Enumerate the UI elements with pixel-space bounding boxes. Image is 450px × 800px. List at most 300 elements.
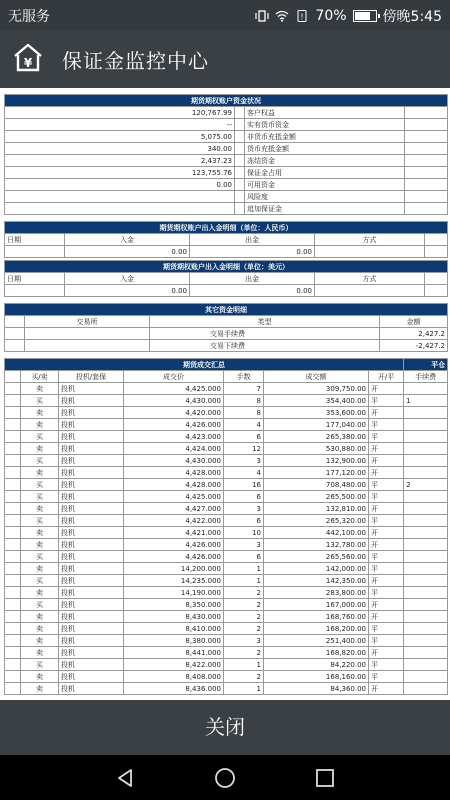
trade-side: 卖: [21, 443, 59, 455]
account-value: 0.00: [5, 179, 235, 191]
rmb-in: 0.00: [65, 246, 190, 258]
trade-open-close: 平: [369, 515, 404, 527]
trade-fee: [404, 683, 448, 695]
trade-row: [5, 467, 448, 479]
trade-open-close: 平: [369, 395, 404, 407]
trade-hedge: 投机: [59, 443, 124, 455]
trade-side: 卖: [21, 611, 59, 623]
trade-fee: [404, 575, 448, 587]
account-row: [5, 167, 448, 179]
trade-open-close: 开: [369, 647, 404, 659]
trade-hedge: 投机: [59, 659, 124, 671]
trade-amount: 265,320.00: [264, 515, 369, 527]
trade-price: 8,430.000: [124, 611, 224, 623]
trade-row: [5, 443, 448, 455]
account-label: 冻结资金: [245, 155, 405, 167]
account-row: [5, 155, 448, 167]
trade-hedge: 投机: [59, 455, 124, 467]
trade-price: 8,441.000: [124, 647, 224, 659]
trade-price: 4,425.000: [124, 383, 224, 395]
usd-col-in: 入金: [65, 273, 190, 285]
trade-col-side: 买/卖: [21, 371, 59, 383]
home-circle-icon[interactable]: [212, 765, 238, 791]
report-viewport[interactable]: [0, 88, 450, 700]
rmb-col-out: 出金: [190, 234, 315, 246]
trade-side: 买: [21, 551, 59, 563]
trade-open-close: 平: [369, 551, 404, 563]
account-label: 追加保证金: [245, 203, 405, 215]
account-value: 340.00: [5, 143, 235, 155]
account-label: 实有货币资金: [245, 119, 405, 131]
trade-price: 4,420.000: [124, 407, 224, 419]
trade-open-close: 平: [369, 419, 404, 431]
trade-fee: [404, 407, 448, 419]
account-row: [5, 191, 448, 203]
battery-fill: [355, 12, 370, 20]
trade-open-close: 开: [369, 611, 404, 623]
trade-lots: 3: [224, 503, 264, 515]
trade-amount: 442,100.00: [264, 527, 369, 539]
trade-row: [5, 575, 448, 587]
trade-price: 14,190.000: [124, 587, 224, 599]
trade-lots: 1: [224, 575, 264, 587]
alert-sim-icon: [295, 10, 309, 22]
trade-lots: 7: [224, 383, 264, 395]
vibrate-icon: [255, 10, 269, 22]
trade-fee: [404, 419, 448, 431]
trade-lots: 1: [224, 563, 264, 575]
trade-price: 4,428.000: [124, 467, 224, 479]
other-funds-title: 其它资金明细: [5, 304, 448, 316]
trade-price: 8,380.000: [124, 635, 224, 647]
account-label: 可用资金: [245, 179, 405, 191]
trade-side: 卖: [21, 623, 59, 635]
trade-lots: 4: [224, 419, 264, 431]
trade-lots: 2: [224, 671, 264, 683]
rmb-col-in: 入金: [65, 234, 190, 246]
trade-row: [5, 647, 448, 659]
trade-amount: 708,480.00: [264, 479, 369, 491]
account-label: 客户权益: [245, 107, 405, 119]
trade-hedge: 投机: [59, 431, 124, 443]
trade-hedge: 投机: [59, 467, 124, 479]
trade-hedge: 投机: [59, 527, 124, 539]
wifi-icon: [275, 10, 289, 22]
trade-row: [5, 491, 448, 503]
account-label: 非货币充抵金额: [245, 131, 405, 143]
account-row: [5, 107, 448, 119]
trade-open-close: 平: [369, 659, 404, 671]
trade-side: 卖: [21, 503, 59, 515]
other-amount: -2,427.2: [380, 340, 448, 352]
trade-lots: 10: [224, 527, 264, 539]
trade-lots: 6: [224, 431, 264, 443]
trade-amount: 309,750.00: [264, 383, 369, 395]
trade-lots: 2: [224, 599, 264, 611]
trade-fee: [404, 647, 448, 659]
trade-hedge: 投机: [59, 587, 124, 599]
trade-hedge: 投机: [59, 539, 124, 551]
trade-col-open-close: 开/平: [369, 371, 404, 383]
status-icons: [255, 6, 442, 26]
account-value: 120,767.99: [5, 107, 235, 119]
trade-amount: 84,360.00: [264, 683, 369, 695]
trade-price: 4,430.000: [124, 395, 224, 407]
account-value: --: [5, 119, 235, 131]
app-header: [0, 30, 450, 88]
usd-method: [315, 285, 425, 297]
trade-amount: 168,160.00: [264, 671, 369, 683]
trade-side: 卖: [21, 587, 59, 599]
trade-side: 卖: [21, 419, 59, 431]
system-nav-bar: [0, 755, 450, 800]
trade-fee: [404, 503, 448, 515]
account-value: 5,075.00: [5, 131, 235, 143]
trade-side: 卖: [21, 407, 59, 419]
trade-lots: 2: [224, 623, 264, 635]
trade-price: 4,423.000: [124, 431, 224, 443]
trade-row: [5, 527, 448, 539]
trade-price: 4,422.000: [124, 515, 224, 527]
trade-hedge: 投机: [59, 635, 124, 647]
trade-fee: [404, 611, 448, 623]
usd-col-out: 出金: [190, 273, 315, 285]
trade-lots: 12: [224, 443, 264, 455]
trade-open-close: 开: [369, 539, 404, 551]
trade-row: [5, 539, 448, 551]
trade-side: 买: [21, 479, 59, 491]
account-row: [5, 179, 448, 191]
other-funds-table: [4, 303, 448, 352]
usd-col-date: 日期: [5, 273, 65, 285]
trade-open-close: 平: [369, 479, 404, 491]
status-bar: [0, 0, 450, 30]
trade-fee: [404, 563, 448, 575]
trade-lots: 1: [224, 683, 264, 695]
trade-fee: [404, 599, 448, 611]
trade-hedge: 投机: [59, 383, 124, 395]
trade-amount: 167,000.00: [264, 599, 369, 611]
usd-out: 0.00: [190, 285, 315, 297]
trade-side: 卖: [21, 383, 59, 395]
trade-side: 买: [21, 659, 59, 671]
svg-text:¥: ¥: [23, 56, 33, 70]
trade-lots: 8: [224, 407, 264, 419]
trades-title: 期货成交汇总: [5, 359, 404, 371]
account-label: 货币充抵金额: [245, 143, 405, 155]
trade-price: 4,426.000: [124, 539, 224, 551]
trade-fee: [404, 635, 448, 647]
trade-open-close: 开: [369, 527, 404, 539]
trade-open-close: 平: [369, 563, 404, 575]
trade-amount: 177,040.00: [264, 419, 369, 431]
svg-text:!: !: [300, 12, 305, 22]
trade-amount: 354,400.00: [264, 395, 369, 407]
trade-hedge: 投机: [59, 611, 124, 623]
trade-lots: 3: [224, 539, 264, 551]
trade-amount: 265,380.00: [264, 431, 369, 443]
trade-side: 卖: [21, 683, 59, 695]
trade-open-close: 开: [369, 443, 404, 455]
trade-price: 8,422.000: [124, 659, 224, 671]
trade-price: 8,408.000: [124, 671, 224, 683]
trade-row: [5, 635, 448, 647]
trade-open-close: 开: [369, 467, 404, 479]
trade-side: 卖: [21, 647, 59, 659]
trade-price: 4,421.000: [124, 527, 224, 539]
account-value: [5, 191, 235, 203]
trades-title-right: 平仓: [404, 359, 448, 371]
trade-hedge: 投机: [59, 407, 124, 419]
trade-lots: 6: [224, 551, 264, 563]
trade-amount: 353,600.00: [264, 407, 369, 419]
account-label: 保证金占用: [245, 167, 405, 179]
rmb-flow-table: [4, 221, 448, 258]
other-type: 交易下续费: [150, 340, 380, 352]
trade-price: 4,426.000: [124, 551, 224, 563]
trade-hedge: 投机: [59, 623, 124, 635]
trade-side: 卖: [21, 563, 59, 575]
trade-fee: [404, 443, 448, 455]
trade-hedge: 投机: [59, 671, 124, 683]
trade-open-close: 开: [369, 503, 404, 515]
trade-price: 8,350.000: [124, 599, 224, 611]
trade-open-close: 平: [369, 635, 404, 647]
trade-lots: 6: [224, 491, 264, 503]
trade-hedge: 投机: [59, 503, 124, 515]
trade-side: 买: [21, 491, 59, 503]
other-col-exchange: 交易所: [25, 316, 150, 328]
usd-flow-table: [4, 260, 448, 297]
trade-row: [5, 455, 448, 467]
trade-amount: 283,800.00: [264, 587, 369, 599]
trade-open-close: 平: [369, 587, 404, 599]
trade-amount: 265,500.00: [264, 491, 369, 503]
report-document: [0, 88, 450, 695]
account-status-table: [4, 94, 448, 215]
trade-col-fee: 手续费: [404, 371, 448, 383]
account-value: [5, 203, 235, 215]
usd-date: [5, 285, 65, 297]
trade-amount: 265,560.00: [264, 551, 369, 563]
trade-amount: 530,880.00: [264, 443, 369, 455]
trade-row: [5, 683, 448, 695]
trades-table: [4, 358, 448, 695]
trade-amount: 177,120.00: [264, 467, 369, 479]
trade-fee: [404, 623, 448, 635]
trade-fee: [404, 587, 448, 599]
trade-fee: [404, 491, 448, 503]
trade-row: [5, 671, 448, 683]
trade-side: 买: [21, 395, 59, 407]
trade-lots: 2: [224, 587, 264, 599]
trade-col-lots: 手数: [224, 371, 264, 383]
trade-open-close: 开: [369, 683, 404, 695]
usd-flow-title: 期货期权账户出入金明细（单位：美元）: [5, 261, 448, 273]
other-exchange: [25, 328, 150, 340]
trade-hedge: 投机: [59, 395, 124, 407]
trade-row: [5, 503, 448, 515]
trade-fee: 1: [404, 395, 448, 407]
other-type: 交易手续费: [150, 328, 380, 340]
trade-fee: [404, 659, 448, 671]
trade-open-close: 开: [369, 575, 404, 587]
trade-amount: 168,200.00: [264, 623, 369, 635]
trade-side: 买: [21, 515, 59, 527]
trade-open-close: 开: [369, 383, 404, 395]
trade-hedge: 投机: [59, 491, 124, 503]
account-value: 2,437.23: [5, 155, 235, 167]
trade-hedge: 投机: [59, 515, 124, 527]
trade-amount: 142,350.00: [264, 575, 369, 587]
trade-col-amount: 成交额: [264, 371, 369, 383]
rmb-method: [315, 246, 425, 258]
clock: 傍晚5:45: [382, 9, 442, 25]
trade-amount: 132,810.00: [264, 503, 369, 515]
trade-row: [5, 659, 448, 671]
trade-open-close: 开: [369, 455, 404, 467]
account-label: 风险度: [245, 191, 405, 203]
trade-open-close: 平: [369, 623, 404, 635]
trade-price: 14,235.000: [124, 575, 224, 587]
trade-side: 买: [21, 599, 59, 611]
trade-fee: 2: [404, 479, 448, 491]
bank-building-icon: [12, 42, 44, 74]
trade-fee: [404, 539, 448, 551]
trade-lots: 3: [224, 635, 264, 647]
trade-amount: 142,000.00: [264, 563, 369, 575]
trade-row: [5, 419, 448, 431]
trade-open-close: 平: [369, 671, 404, 683]
trade-amount: 84,220.00: [264, 659, 369, 671]
trade-hedge: 投机: [59, 479, 124, 491]
trade-row: [5, 599, 448, 611]
trade-side: 买: [21, 431, 59, 443]
trade-fee: [404, 467, 448, 479]
trade-lots: 3: [224, 455, 264, 467]
trade-price: 4,428.000: [124, 479, 224, 491]
trade-side: 卖: [21, 527, 59, 539]
rmb-out: 0.00: [190, 246, 315, 258]
account-row: [5, 119, 448, 131]
trade-open-close: 平: [369, 491, 404, 503]
carrier-text: 无服务: [8, 9, 50, 25]
trade-row: [5, 587, 448, 599]
trade-price: 14,200.000: [124, 563, 224, 575]
trade-price: 4,430.000: [124, 455, 224, 467]
account-status-title: 期货期权账户资金状况: [5, 95, 448, 107]
trade-price: 4,427.000: [124, 503, 224, 515]
trade-lots: 2: [224, 647, 264, 659]
trade-amount: 251,400.00: [264, 635, 369, 647]
trade-hedge: 投机: [59, 683, 124, 695]
trade-fee: [404, 383, 448, 395]
usd-col-method: 方式: [315, 273, 425, 285]
footer-bar: [0, 700, 450, 755]
trade-side: 卖: [21, 671, 59, 683]
trade-amount: 132,780.00: [264, 539, 369, 551]
trade-row: [5, 431, 448, 443]
trade-fee: [404, 527, 448, 539]
trade-lots: 16: [224, 479, 264, 491]
other-amount: 2,427.2: [380, 328, 448, 340]
other-exchange: [25, 340, 150, 352]
trade-price: 4,426.000: [124, 419, 224, 431]
recent-square-icon[interactable]: [312, 765, 338, 791]
trade-side: 卖: [21, 635, 59, 647]
trade-hedge: 投机: [59, 563, 124, 575]
trade-hedge: 投机: [59, 599, 124, 611]
page-title: 保证金监控中心: [62, 49, 209, 73]
battery-icon: [353, 10, 377, 22]
trade-row: [5, 623, 448, 635]
trade-amount: 168,820.00: [264, 647, 369, 659]
trade-row: [5, 395, 448, 407]
trade-hedge: 投机: [59, 647, 124, 659]
trade-amount: 132,900.00: [264, 455, 369, 467]
trade-side: 卖: [21, 539, 59, 551]
rmb-col-date: 日期: [5, 234, 65, 246]
trade-fee: [404, 431, 448, 443]
trade-open-close: 平: [369, 431, 404, 443]
trade-lots: 2: [224, 611, 264, 623]
trade-price: 4,425.000: [124, 491, 224, 503]
trade-side: 买: [21, 575, 59, 587]
trade-price: 4,424.000: [124, 443, 224, 455]
trade-hedge: 投机: [59, 575, 124, 587]
rmb-col-method: 方式: [315, 234, 425, 246]
trade-row: [5, 611, 448, 623]
trade-fee: [404, 515, 448, 527]
trade-row: [5, 383, 448, 395]
trade-hedge: 投机: [59, 419, 124, 431]
close-button[interactable]: 关闭: [205, 715, 245, 739]
rmb-date: [5, 246, 65, 258]
usd-in: 0.00: [65, 285, 190, 297]
account-row: [5, 203, 448, 215]
trade-row: [5, 515, 448, 527]
trade-amount: 168,760.00: [264, 611, 369, 623]
other-col-type: 类型: [150, 316, 380, 328]
trade-fee: [404, 455, 448, 467]
rmb-flow-title: 期货期权账户出入金明细（单位：人民币）: [5, 222, 448, 234]
trade-lots: 4: [224, 467, 264, 479]
other-col-amount: 金额: [380, 316, 448, 328]
trade-fee: [404, 551, 448, 563]
trade-fee: [404, 671, 448, 683]
trade-col-price: 成交价: [124, 371, 224, 383]
trade-hedge: 投机: [59, 551, 124, 563]
account-row: [5, 143, 448, 155]
trade-side: 买: [21, 455, 59, 467]
trade-open-close: 开: [369, 599, 404, 611]
trade-lots: 8: [224, 395, 264, 407]
trade-col-hedge: 投机/套保: [59, 371, 124, 383]
battery-percent: 70%: [315, 8, 347, 24]
trade-lots: 1: [224, 659, 264, 671]
trade-price: 8,410.000: [124, 623, 224, 635]
account-row: [5, 131, 448, 143]
trade-row: [5, 479, 448, 491]
account-value: 123,755.76: [5, 167, 235, 179]
trade-price: 8,436.000: [124, 683, 224, 695]
trade-row: [5, 563, 448, 575]
trade-lots: 6: [224, 515, 264, 527]
trade-row: [5, 407, 448, 419]
trade-row: [5, 551, 448, 563]
trade-open-close: 开: [369, 407, 404, 419]
back-triangle-icon[interactable]: [112, 765, 138, 791]
